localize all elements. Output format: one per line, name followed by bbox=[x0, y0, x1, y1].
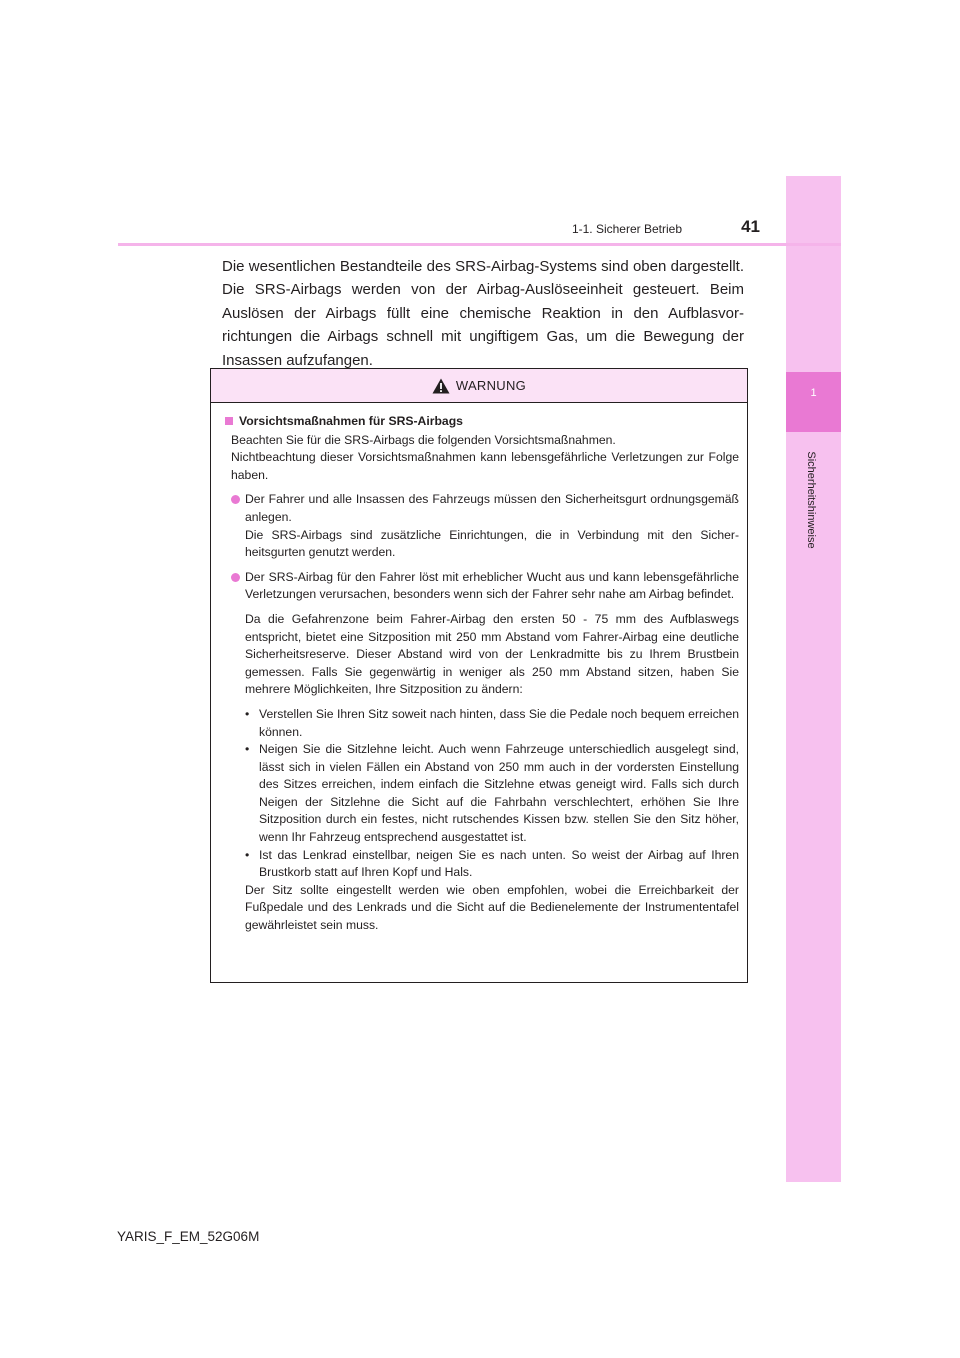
warning-triangle-icon bbox=[432, 378, 450, 394]
dot-bullet-icon: • bbox=[245, 742, 250, 757]
warning-body bbox=[211, 403, 747, 935]
intro-paragraph: Die wesentlichen Bestandteile des SRS-Airbag-Systems sind oben dargestellt. Die SRS-Airbags werden von der Airbag-Auslöseeinheit gesteuert. Beim Auslösen der Airbags füllt eine chemische Reaktion in den Aufblasvorrichtungen die Airbags schnell mit ungiftigem Gas, um die Bewegung der Insassen aufzufangen. bbox=[222, 258, 744, 369]
section-title: 1-1. Sicherer Betrieb bbox=[571, 222, 682, 236]
sub-list-text: Verstellen Sie Ihren Sitz soweit nach hinten, dass Sie die Pedale noch bequem erreichen können. bbox=[259, 706, 739, 739]
dot-bullet-icon: • bbox=[245, 847, 250, 862]
warning-heading bbox=[225, 413, 739, 431]
bullet-paragraph: Der Fahrer und alle Insassen des Fahrzeugs müssen den Sicherheitsgurt ordnungsgemäß anlegen. bbox=[245, 492, 739, 524]
warning-intro-line: Beachten Sie für die SRS-Airbags die folgenden Vorsichtsmaßnahmen. bbox=[231, 432, 616, 447]
circle-bullet-icon bbox=[231, 495, 240, 504]
footer-code: YARIS_F_EM_52G06M bbox=[117, 1229, 260, 1244]
warning-title: WARNUNG bbox=[455, 378, 527, 393]
page-number: 41 bbox=[741, 217, 760, 236]
detail-block bbox=[225, 611, 739, 935]
warning-heading-text: Vorsichtsmaßnahmen für SRS-Airbags bbox=[239, 414, 463, 428]
detail-paragraph: Da die Gefahrenzone beim Fahrer-Airbag den ersten 50 - 75 mm des Aufblaswegs entspricht, bietet eine Sitzposition mit 250 mm Abstand vom Fahrer-Airbag eine deutliche Sicherheitsreserve. Dieser Abstand wird von der Lenkradmitte bis zu Ihrem Brustbein gemessen. Falls Sie gegenwärtig in weniger als 250 mm Abstand sitzen, haben Sie mehrere Möglichkeiten, Ihre Sitzposition zu ändern: bbox=[245, 611, 739, 697]
bullet-paragraph: Die SRS-Airbags sind zusätzliche Einrichtungen, die in Verbindung mit den Sicherheitsgurten genutzt werden. bbox=[245, 527, 739, 560]
chapter-title: Sicherheitshinweise bbox=[805, 451, 817, 549]
sub-list-item bbox=[245, 706, 739, 741]
header-rule bbox=[118, 243, 841, 246]
dot-bullet-icon: • bbox=[245, 706, 250, 721]
warning-bullet bbox=[225, 569, 739, 604]
sub-list-item bbox=[245, 847, 739, 882]
bullet-paragraph: Der SRS-Airbag für den Fahrer löst mit erheblicher Wucht aus und kann lebensgefährliche Verletzungen verursachen, besonders wenn sich der Fahrer sehr nahe am Airbag befindet. bbox=[245, 569, 739, 602]
warning-intro-line: Nichtbeachtung dieser Vorsichtsmaßnahmen kann lebensgefährliche Verletzungen zur Folge haben. bbox=[231, 450, 739, 482]
sub-list-text: Ist das Lenkrad einstellbar, neigen Sie es nach unten. So weist der Airbag auf Ihren Brustkorb statt auf Ihren Kopf und Hals. bbox=[259, 847, 739, 880]
sub-list-text: Neigen Sie die Sitzlehne leicht. Auch wenn Fahrzeuge unterschiedlich ausgelegt sind, lässt sich in vielen Fällen ein Abstand von 250 mm auch in der vordersten Einstellung des Sitzes erreichen, indem einfach die Sitzlehne etwas geneigt wird. Falls sich durch Neigen der Sitzlehne die Sicht auf die Fahrbahn verschlechtert, erhöhen Sie Ihre Sitzposition durch ein festes, nicht rutschendes Kissen bzw. stellen Sie den Sitz höher, wenn Ihr Fahrzeug entsprechend ausgestattet ist. bbox=[259, 742, 739, 845]
warning-box bbox=[210, 368, 748, 983]
warning-header bbox=[211, 369, 747, 403]
chapter-tab-active bbox=[786, 372, 841, 432]
chapter-number: 1 bbox=[810, 387, 817, 399]
square-bullet-icon bbox=[225, 417, 233, 425]
circle-bullet-icon bbox=[231, 573, 240, 582]
closing-paragraph: Der Sitz sollte eingestellt werden wie oben empfohlen, wobei die Erreichbarkeit der Fußpedale und des Lenkrads und die Sicht auf die Bedienelemente der Instrumententafel gewährleistet sein muss. bbox=[245, 882, 739, 933]
sub-list-item bbox=[245, 741, 739, 847]
warning-bullet bbox=[225, 491, 739, 561]
chapter-side-tab bbox=[786, 176, 841, 1182]
